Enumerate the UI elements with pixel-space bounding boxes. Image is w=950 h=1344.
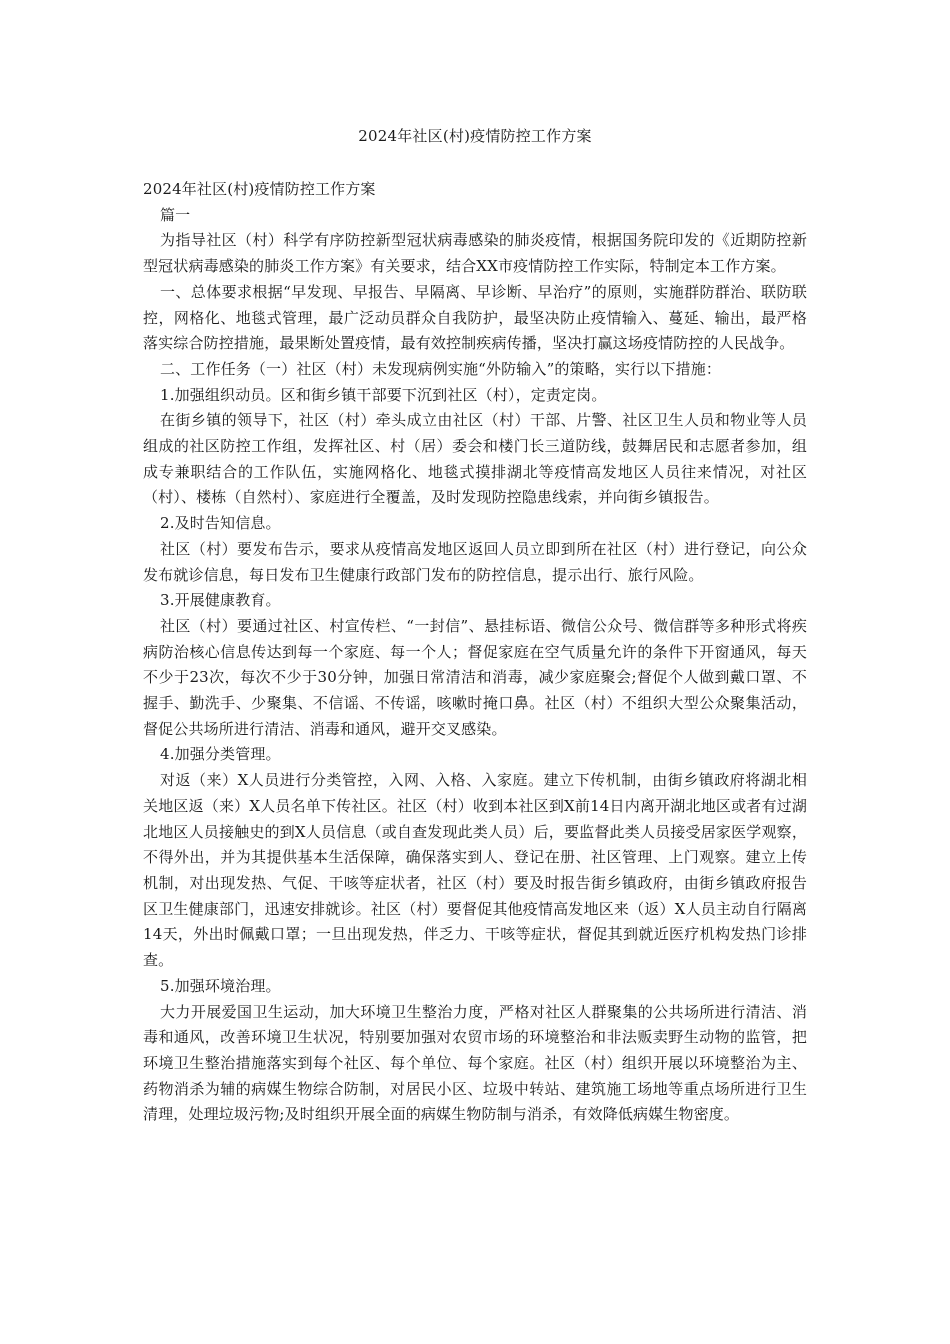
paragraph-work-tasks: 二、工作任务（一）社区（村）未发现病例实施“外防输入”的策略，实行以下措施： xyxy=(160,359,722,378)
heading-item-5: 5.加强环境治理。 xyxy=(160,976,281,995)
section-label: 篇一 xyxy=(160,205,191,224)
paragraph-item-2-body: 社区（村）要发布告示，要求从疫情高发地区返回人员立即到所在社区（村）进行登记，向公众发布就诊信息，每日发布卫生健康行政部门发布的防控信息，提示出行、旅行风险。 xyxy=(143,539,807,584)
heading-item-4: 4.加强分类管理。 xyxy=(160,745,281,764)
heading-item-3: 3.开展健康教育。 xyxy=(160,591,281,610)
document-subtitle: 2024年社区(村)疫情防控工作方案 xyxy=(143,180,376,198)
paragraph-item-4-body: 对返（来）X人员进行分类管控，入网、入格、入家庭。建立下传机制，由街乡镇政府将湖北相关地区返（来）X人员名单下传社区。社区（村）收到本社区到X前14日内离开湖北地区或者有过湖北地区人员接触史的到X人员信息（或自查发现此类人员）后，要监督此类人员接受居家医学观察，不得外出，并为其提供基本生活保障，确保落实到人、登记在册、社区管理、上门观察。建立上传机制，对出现发热、气促、干咳等症状者，社区（村）要及时报告街乡镇政府，由街乡镇政府报告区卫生健康部门，迅速安排就诊。社区（村）要督促其他疫情高发地区来（返）X人员主动自行隔离14天，外出时佩戴口罩；一旦出现发热，伴乏力、干咳等症状，督促其到就近医疗机构发热门诊排查。 xyxy=(143,771,807,970)
heading-item-1: 1.加强组织动员。区和街乡镇干部要下沉到社区（村），定责定岗。 xyxy=(160,385,607,404)
document-body xyxy=(143,177,807,1128)
paragraph-intro: 为指导社区（村）科学有序防控新型冠状病毒感染的肺炎疫情，根据国务院印发的《近期防控新型冠状病毒感染的肺炎工作方案》有关要求，结合XX市疫情防控工作实际，特制定本工作方案。 xyxy=(143,231,807,276)
paragraph-item-3-body: 社区（村）要通过社区、村宣传栏、“一封信”、悬挂标语、微信公众号、微信群等多种形式将疾病防治核心信息传达到每一个家庭、每一个人；督促家庭在空气质量允许的条件下开窗通风，每天不少于23次，每次不少于30分钟，加强日常清洁和消毒，减少家庭聚会;督促个人做到戴口罩、不握手、勤洗手、少聚集、不信谣、不传谣，咳嗽时掩口鼻。社区（村）不组织大型公众聚集活动，督促公共场所进行清洁、消毒和通风，避开交叉感染。 xyxy=(143,616,807,738)
paragraph-general-requirements: 一、总体要求根据“早发现、早报告、早隔离、早诊断、早治疗”的原则，实施群防群治、联防联控，网格化、地毯式管理，最广泛动员群众自我防护，最坚决防止疫情输入、蔓延、输出，最严格落实综合防控措施，最果断处置疫情，最有效控制疾病传播，坚决打赢这场疫情防控的人民战争。 xyxy=(143,282,807,353)
heading-item-2: 2.及时告知信息。 xyxy=(160,514,281,533)
paragraph-item-1-body: 在街乡镇的领导下，社区（村）牵头成立由社区（村）干部、片警、社区卫生人员和物业等人员组成的社区防控工作组，发挥社区、村（居）委会和楼门长三道防线，鼓舞居民和志愿者参加，组成专兼职结合的工作队伍，实施网格化、地毯式摸排湖北等疫情高发地区人员往来情况，对社区（村）、楼栋（自然村）、家庭进行全覆盖，及时发现防控隐患线索，并向街乡镇报告。 xyxy=(143,411,807,507)
document-title: 2024年社区(村)疫情防控工作方案 xyxy=(358,127,592,145)
paragraph-item-5-body: 大力开展爱国卫生运动，加大环境卫生整治力度，严格对社区人群聚集的公共场所进行清洁、消毒和通风，改善环境卫生状况，特别要加强对农贸市场的环境整治和非法贩卖野生动物的监管，把环境卫生整治措施落实到每个社区、每个单位、每个家庭。社区（村）组织开展以环境整治为主、药物消杀为辅的病媒生物综合防制，对居民小区、垃圾中转站、建筑施工场地等重点场所进行卫生清理，处理垃圾污物;及时组织开展全面的病媒生物防制与消杀，有效降低病媒生物密度。 xyxy=(143,1002,807,1124)
